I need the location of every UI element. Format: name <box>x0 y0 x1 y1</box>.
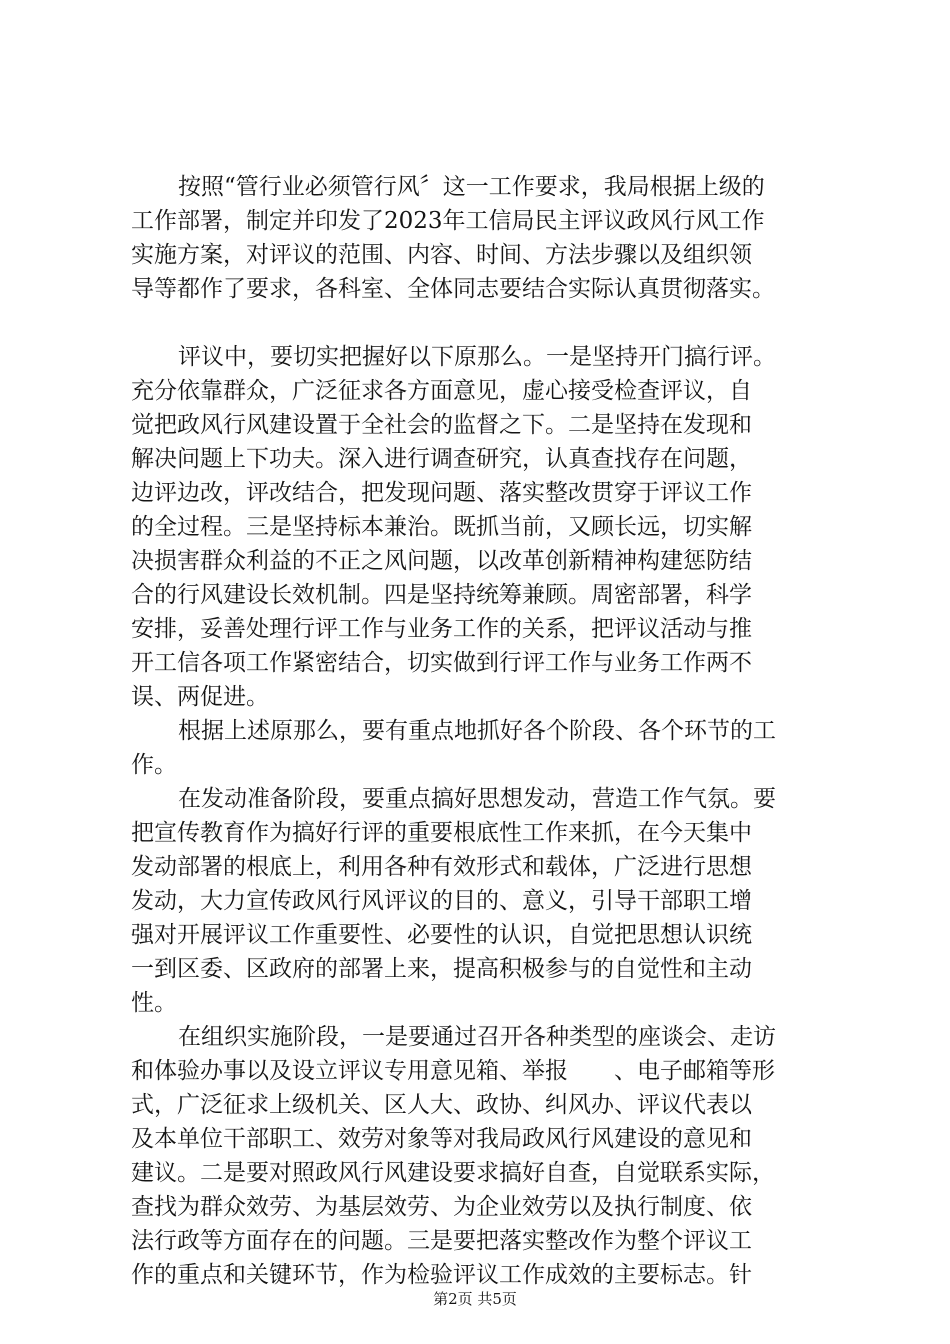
paragraph-2-line-10: 开工信各项工作紧密结合，切实做到行评工作与业务工作两不 <box>131 650 752 676</box>
paragraph-5-line-7: 法行政等方面存在的问题。三是要把落实整改作为整个评议工 <box>131 1228 752 1254</box>
paragraph-2-line-2: 充分依靠群众，广泛征求各方面意见，虚心接受检查评议，自 <box>131 378 752 404</box>
paragraph-3-line-1: 根据上述原那么，要有重点地抓好各个阶段、各个环节的工 <box>178 718 776 744</box>
paragraph-2-line-9: 安排，妥善处理行评工作与业务工作的关系，把评议活动与推 <box>131 616 752 642</box>
paragraph-3-line-2: 作。 <box>131 752 177 778</box>
paragraph-4-line-7: 性。 <box>131 990 177 1016</box>
paragraph-4-line-2: 把宣传教育作为搞好行评的重要根底性工作来抓，在今天集中 <box>131 820 752 846</box>
paragraph-2-line-6: 的全过程。三是坚持标本兼治。既抓当前，又顾长远，切实解 <box>131 514 752 540</box>
paragraph-1-line-4: 导等都作了要求，各科室、全体同志要结合实际认真贯彻落实。 <box>131 276 775 302</box>
paragraph-4-line-4: 发动，大力宣传政风行风评议的目的、意义，引导干部职工增 <box>131 888 752 914</box>
paragraph-5-line-2: 和体验办事以及设立评议专用意见箱、举报 、电子邮箱等形 <box>131 1058 775 1084</box>
paragraph-4-line-6: 一到区委、区政府的部署上来，提高积极参与的自觉性和主动 <box>131 956 752 982</box>
page-number-footer: 第2页 共5页 <box>433 1290 517 1308</box>
paragraph-2-line-8: 合的行风建设长效机制。四是坚持统筹兼顾。周密部署，科学 <box>131 582 752 608</box>
paragraph-2-line-11: 误、两促进。 <box>131 684 269 710</box>
paragraph-5-line-8: 作的重点和关键环节，作为检验评议工作成效的主要标志。针 <box>131 1262 752 1288</box>
paragraph-2-line-7: 决损害群众利益的不正之风问题，以改革创新精神构建惩防结 <box>131 548 752 574</box>
paragraph-5-line-3: 式，广泛征求上级机关、区人大、政协、纠风办、评议代表以 <box>131 1092 752 1118</box>
paragraph-2-line-4: 解决问题上下功夫。深入进行调查研究，认真查找存在问题， <box>131 446 752 472</box>
paragraph-4-line-1: 在发动准备阶段，要重点搞好思想发动，营造工作气氛。要 <box>178 786 776 812</box>
paragraph-5-line-6: 查找为群众效劳、为基层效劳、为企业效劳以及执行制度、依 <box>131 1194 752 1220</box>
paragraph-4-line-5: 强对开展评议工作重要性、必要性的认识，自觉把思想认识统 <box>131 922 752 948</box>
paragraph-5-line-4: 及本单位干部职工、效劳对象等对我局政风行风建设的意见和 <box>131 1126 752 1152</box>
paragraph-2-line-1: 评议中，要切实把握好以下原那么。一是坚持开门搞行评。 <box>178 344 776 370</box>
paragraph-4-line-3: 发动部署的根底上，利用各种有效形式和载体，广泛进行思想 <box>131 854 752 880</box>
paragraph-1-line-3: 实施方案，对评议的范围、内容、时间、方法步骤以及组织领 <box>131 242 752 268</box>
paragraph-5-line-1: 在组织实施阶段，一是要通过召开各种类型的座谈会、走访 <box>178 1024 776 1050</box>
paragraph-2-line-3: 觉把政风行风建设置于全社会的监督之下。二是坚持在发现和 <box>131 412 752 438</box>
paragraph-5-line-5: 建议。二是要对照政风行风建设要求搞好自查，自觉联系实际， <box>131 1160 775 1186</box>
paragraph-1-line-2: 工作部署，制定并印发了2023年工信局民主评议政风行风工作 <box>131 208 765 234</box>
paragraph-2-line-5: 边评边改，评改结合，把发现问题、落实整改贯穿于评议工作 <box>131 480 752 506</box>
paragraph-1-line-1: 按照“管行业必须管行风〞这一工作要求，我局根据上级的 <box>178 174 765 200</box>
